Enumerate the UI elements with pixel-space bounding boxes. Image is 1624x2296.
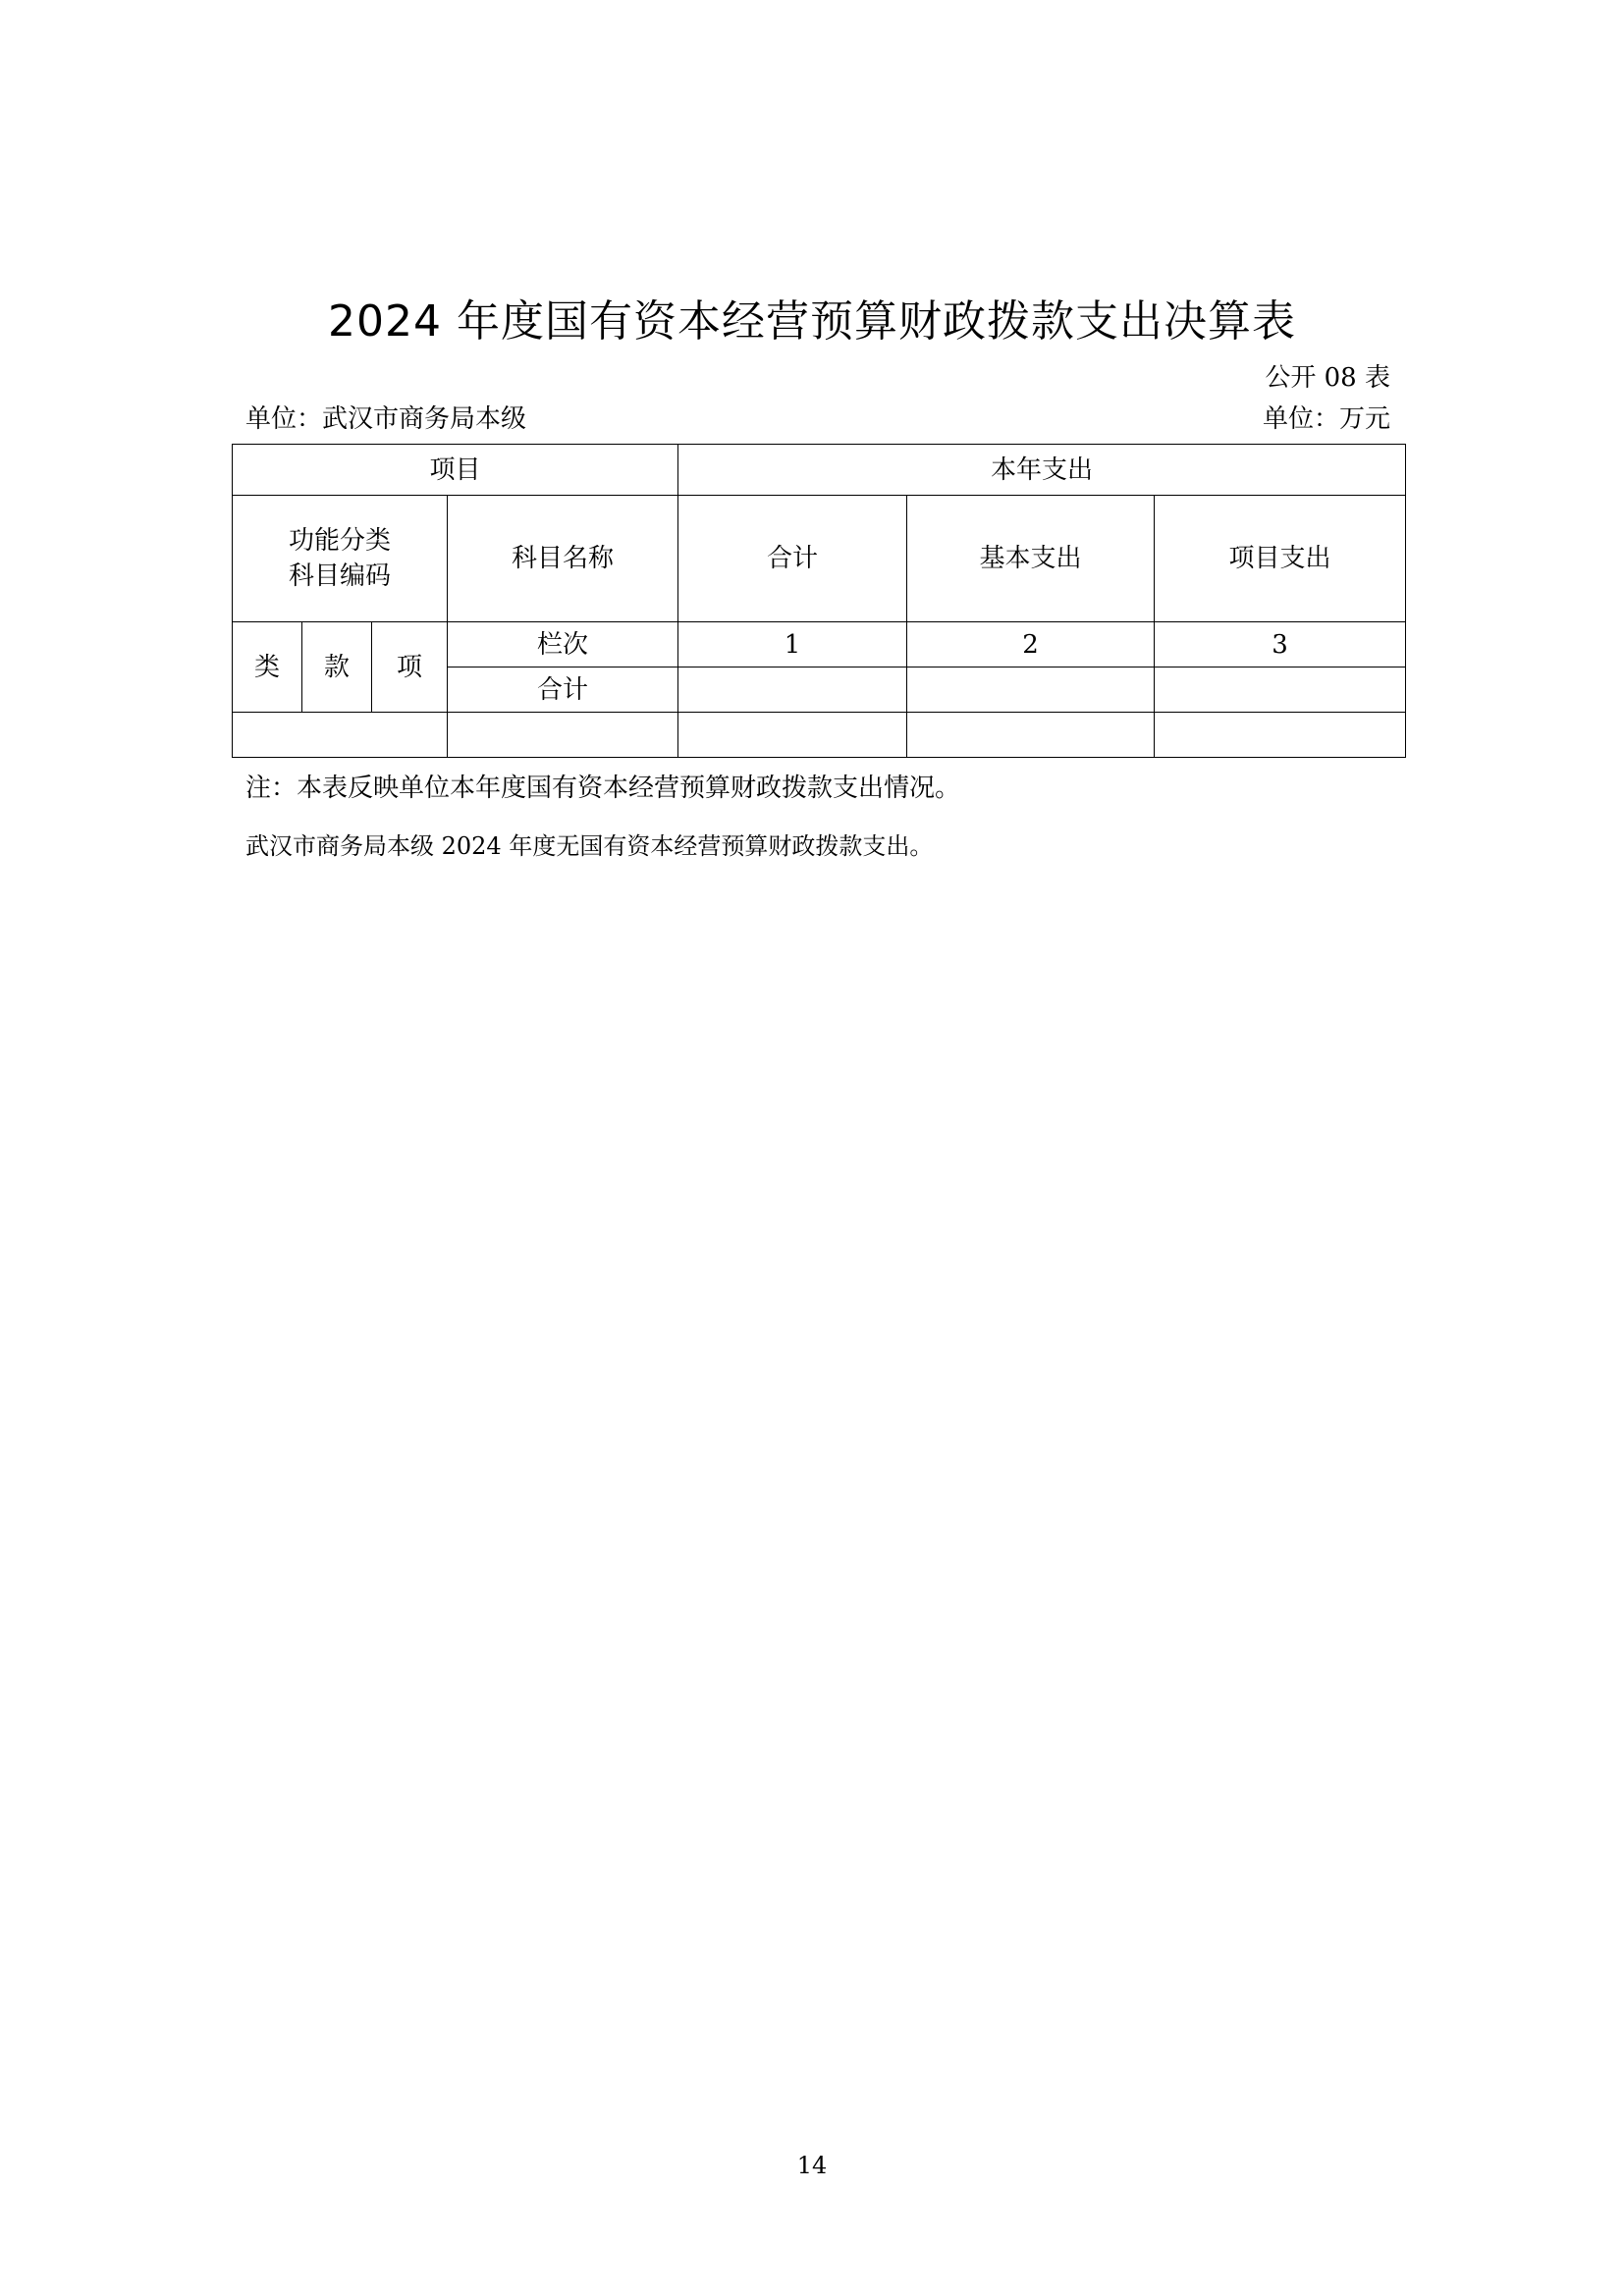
header-project-expenditure: 项目支出 (1155, 496, 1406, 622)
budget-table (232, 444, 1406, 758)
header-basic-expenditure: 基本支出 (907, 496, 1155, 622)
header-row-1 (233, 445, 1406, 496)
header-lei: 类 (233, 622, 302, 713)
table-code: 公开 08 表 (1265, 363, 1390, 393)
page-title: 2024 年度国有资本经营预算财政拨款支出决算表 (328, 296, 1296, 347)
unit-currency: 单位：万元 (1262, 404, 1390, 434)
subject-code-label: 科目编码 (288, 561, 391, 591)
empty-total-cell (678, 713, 907, 758)
column-number-2: 2 (907, 622, 1155, 667)
page-number: 14 (796, 2152, 828, 2179)
header-kuan: 款 (302, 622, 372, 713)
header-row-2 (233, 496, 1406, 622)
function-class-label: 功能分类 (288, 526, 391, 556)
total-value-cell (678, 667, 907, 713)
basic-value-cell (907, 667, 1155, 713)
unit-organization: 单位：武汉市商务局本级 (245, 404, 527, 434)
column-number-3: 3 (1155, 622, 1406, 667)
no-expenditure-statement: 武汉市商务局本级 2024 年度无国有资本经营预算财政拨款支出。 (245, 832, 934, 860)
empty-name-cell (448, 713, 678, 758)
project-value-cell (1155, 667, 1406, 713)
header-xiang: 项 (372, 622, 448, 713)
total-row-label: 合计 (448, 667, 678, 713)
empty-project-cell (1155, 713, 1406, 758)
column-index-label: 栏次 (448, 622, 678, 667)
header-total: 合计 (678, 496, 907, 622)
column-number-1: 1 (678, 622, 907, 667)
header-function-class-code (233, 496, 448, 622)
header-current-year: 本年支出 (678, 445, 1406, 496)
column-index-row (233, 622, 1406, 667)
header-item: 项目 (233, 445, 678, 496)
empty-code-cell (233, 713, 448, 758)
header-subject-name: 科目名称 (448, 496, 678, 622)
empty-data-row (233, 713, 1406, 758)
empty-basic-cell (907, 713, 1155, 758)
table-note: 注：本表反映单位本年度国有资本经营预算财政拨款支出情况。 (245, 774, 961, 803)
